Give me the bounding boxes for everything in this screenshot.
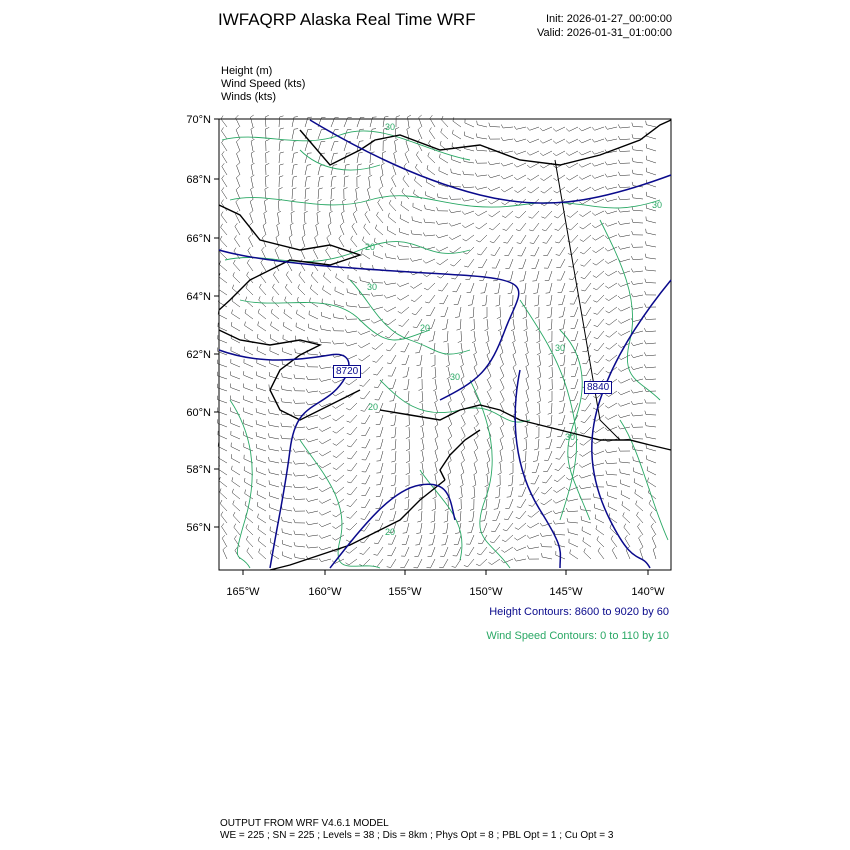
wind-label: 30 [555,343,566,353]
init-time: Init: 2026-01-27_00:00:00 [546,13,672,25]
lat-label: 60°N [186,407,211,419]
wind-label: 30 [450,372,461,382]
height-label-8840: 8840 [584,381,612,394]
lon-label: 155°W [388,586,422,598]
lat-label: 64°N [186,291,211,303]
field-height-label: Height (m) [221,65,273,77]
lon-label: 140°W [631,586,665,598]
wind-label: 20 [365,242,376,252]
lat-label: 66°N [186,233,211,245]
lon-label: 165°W [226,586,260,598]
field-winds-label: Winds (kts) [221,91,276,103]
field-wind-speed-label: Wind Speed (kts) [221,78,306,90]
wind-label: 20 [420,323,431,333]
model-footer: OUTPUT FROM WRF V4.6.1 MODEL [220,818,389,829]
height-label-8720: 8720 [333,365,361,378]
wind-label: 30 [385,122,396,132]
map-title: IWFAQRP Alaska Real Time WRF [218,10,476,29]
lat-label: 56°N [186,522,211,534]
wind-speed-contours-note: Wind Speed Contours: 0 to 110 by 10 [486,630,669,642]
wind-label: 20 [385,527,396,537]
lon-label: 160°W [308,586,342,598]
valid-time: Valid: 2026-01-31_01:00:00 [537,27,672,39]
lat-label: 68°N [186,174,211,186]
model-settings-footer: WE = 225 ; SN = 225 ; Levels = 38 ; Dis = 8km ; Phys Opt = 8 ; PBL Opt = 1 ; Cu Opt = 3 [220,830,614,841]
lon-label: 145°W [549,586,583,598]
wind-label: 30 [367,282,378,292]
wind-label: 30 [565,432,576,442]
wind-label: 30 [652,200,663,210]
lon-label: 150°W [469,586,503,598]
lat-label: 70°N [186,114,211,126]
wind-label: 20 [368,402,379,412]
lat-label: 58°N [186,464,211,476]
lat-label: 62°N [186,349,211,361]
height-contours-note: Height Contours: 8600 to 9020 by 60 [489,606,669,618]
